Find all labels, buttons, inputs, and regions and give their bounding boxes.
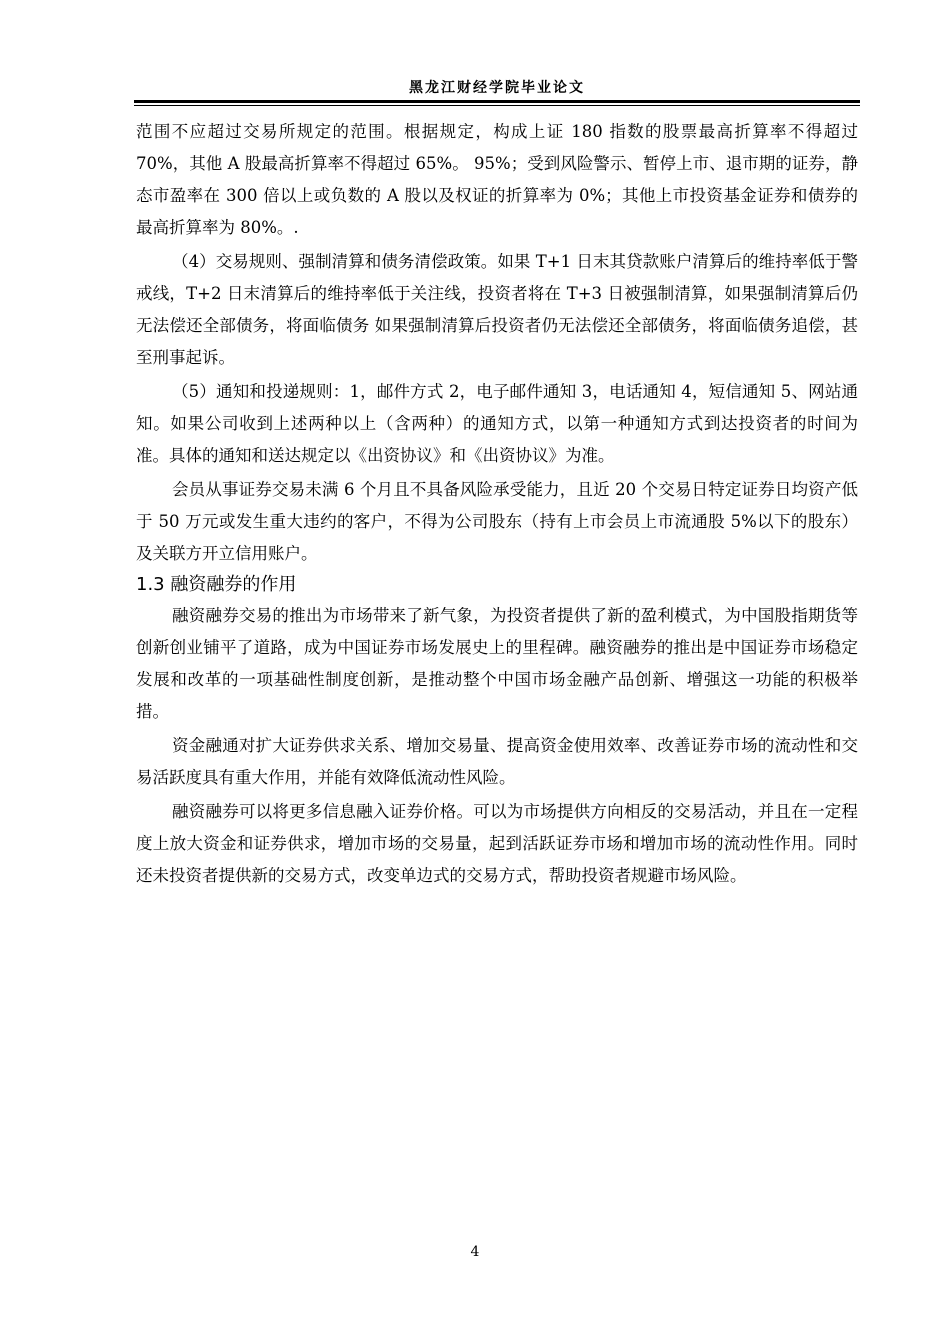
paragraph-conversion-rates: 范围不应超过交易所规定的范围。根据规定，构成上证 180 指数的股票最高折算率不得超过 70%，其他 A 股最高折算率不得超过 65%。 95%；受到风险警示、暂停上市、退市期的证券，静态市盈率在 300 倍以上或负数的 A 股以及权证的折算率为 0%；其他上市投资基金证券和债券的最高折算率为 80%。. <box>136 122 858 237</box>
section-heading: 1.3 融资融券的作用 <box>136 574 297 595</box>
paragraph-account-restrictions: 会员从事证券交易未满 6 个月且不具备风险承受能力，且近 20 个交易日特定证券日均资产低于 50 万元或发生重大违约的客户，不得为公司股东（持有上市会员上市流通股 5%以下的股东）及关联方开立信用账户。 <box>136 480 858 563</box>
document-body <box>136 116 858 892</box>
paragraph-price-discovery: 融资融券可以将更多信息融入证券价格。可以为市场提供方向相反的交易活动，并且在一定程度上放大资金和证券供求，增加市场的交易量，起到活跃证券市场和增加市场的流动性作用。同时还未投资者提供新的交易方式，改变单边式的交易方式，帮助投资者规避市场风险。 <box>136 802 858 885</box>
paragraph-trading-rules: （4）交易规则、强制清算和债务清偿政策。如果 T+1 日末其贷款账户清算后的维持率低于警戒线，T+2 日末清算后的维持率低于关注线，投资者将在 T+3 日被强制清算，如果强制清算后仍无法偿还全部债务，将面临债务 如果强制清算后投资者仍无法偿还全部债务，将面临债务追偿，甚至刑事起诉。 <box>136 252 858 367</box>
paragraph-notification-rules: （5）通知和投递规则：1，邮件方式 2，电子邮件通知 3，电话通知 4，短信通知 5、网站通知。如果公司收到上述两种以上（含两种）的通知方式，以第一种通知方式到达投资者的时间为准。具体的通知和送达规定以《出资协议》和《出资协议》为准。 <box>136 382 858 465</box>
header-rule-thin <box>134 105 860 106</box>
page-header-title: 黑龙江财经学院毕业论文 <box>409 80 585 96</box>
paragraph-liquidity-effect: 资金融通对扩大证券供求关系、增加交易量、提高资金使用效率、改善证券市场的流动性和交易活跃度具有重大作用，并能有效降低流动性风险。 <box>136 736 858 787</box>
page-number: 4 <box>470 1244 480 1260</box>
header-rule-thick <box>134 100 860 103</box>
paragraph-margin-introduction: 融资融券交易的推出为市场带来了新气象，为投资者提供了新的盈利模式，为中国股指期货等创新创业铺平了道路，成为中国证券市场发展史上的里程碑。融资融券的推出是中国证券市场稳定发展和改革的一项基础性制度创新，是推动整个中国市场金融产品创新、增强这一功能的积极举措。 <box>136 606 858 721</box>
